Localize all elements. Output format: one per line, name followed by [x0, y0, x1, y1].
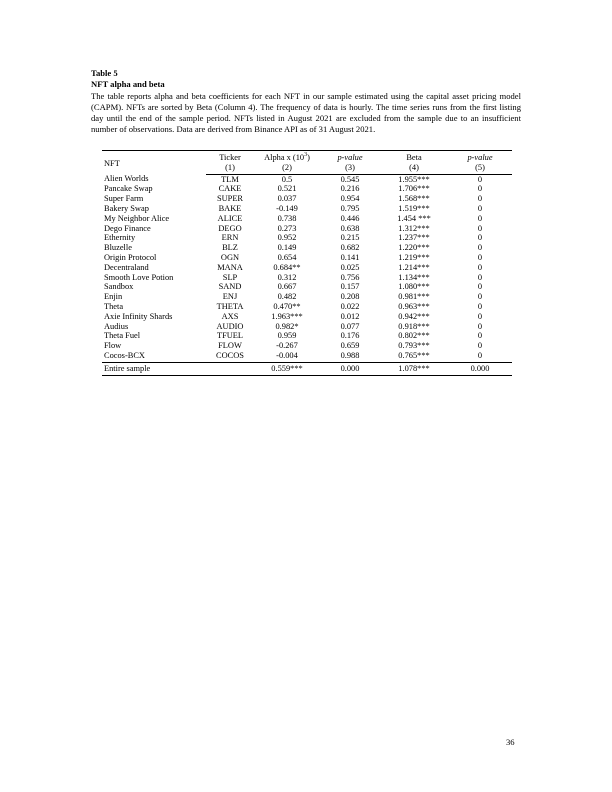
table-row: [102, 263, 512, 273]
cell-p-alpha: 0.176: [340, 331, 360, 341]
cell-p-alpha: 0.208: [340, 292, 360, 302]
cell-p-beta: 0: [477, 341, 483, 351]
nft-alpha-beta-table: [102, 150, 512, 376]
header-pvalue-alpha-text: p-value: [337, 153, 363, 162]
cell-p-beta: 0: [477, 292, 483, 302]
cell-p-alpha: 0.638: [340, 223, 360, 233]
cell-p-beta: 0: [477, 252, 483, 262]
cell-alpha: 0.312: [277, 272, 297, 282]
table-label: Table 5: [91, 68, 118, 78]
header-pvalue-alpha: [320, 151, 380, 163]
cell-nft: Flow: [104, 341, 122, 351]
cell-alpha: 0.952: [277, 233, 297, 243]
cell-nft: Theta Fuel: [104, 331, 141, 341]
cell-ticker: SAND: [218, 282, 242, 292]
cell-ticker: SLP: [222, 272, 238, 282]
cell-alpha: 0.684**: [273, 262, 301, 272]
cell-beta: 0.942***: [398, 311, 430, 321]
cell-alpha: -0.149: [276, 203, 298, 213]
cell-p-beta: 0: [477, 243, 483, 253]
cell-beta: 1.219***: [398, 252, 430, 262]
cell-ticker: CAKE: [218, 184, 242, 194]
table-caption: [91, 68, 521, 136]
cell-alpha: 0.149: [277, 243, 297, 253]
cell-beta: 1.237***: [398, 233, 430, 243]
cell-p-alpha: 0.022: [340, 301, 360, 311]
cell-nft: Smooth Love Potion: [104, 272, 174, 282]
table-row: [102, 174, 512, 184]
cell-alpha: 0.959: [277, 331, 297, 341]
cell-nft: Entire sample: [102, 362, 206, 375]
cell-p-beta: 0: [477, 213, 483, 223]
cell-ticker: ALICE: [217, 213, 243, 223]
cell-ticker: ENJ: [222, 292, 238, 302]
cell-alpha: -0.004: [276, 350, 298, 360]
cell-beta: 1.519***: [398, 203, 430, 213]
cell-p-beta: 0: [477, 301, 483, 311]
cell-beta: 0.793***: [398, 341, 430, 351]
header-alpha: [254, 151, 320, 163]
cell-p-beta: 0: [477, 174, 483, 184]
page-number: 36: [506, 737, 515, 747]
cell-p-beta: 0: [477, 184, 483, 194]
cell-alpha: 0.738: [277, 213, 297, 223]
table-title: NFT alpha and beta: [91, 79, 165, 90]
summary-row: [102, 362, 512, 375]
cell-ticker: COCOS: [216, 350, 244, 360]
cell-p-alpha: 0.446: [340, 213, 360, 223]
cell-p-alpha: 0.215: [340, 233, 360, 243]
cell-ticker: FLOW: [218, 341, 242, 351]
cell-ticker: SUPER: [216, 194, 244, 204]
cell-nft: Axie Infinity Shards: [104, 311, 173, 321]
cell-beta: 1.134***: [398, 272, 430, 282]
cell-p-alpha: 0.216: [340, 184, 360, 194]
cell-p-beta: 0.000: [448, 362, 512, 375]
cell-alpha: 0.5: [281, 174, 293, 184]
header-pvalue-beta: [448, 151, 512, 163]
cell-alpha: 0.521: [277, 184, 297, 194]
cell-ticker: BLZ: [222, 243, 238, 253]
cell-p-beta: 0: [477, 272, 483, 282]
cell-alpha: -0.267: [276, 341, 298, 351]
cell-nft: Alien Worlds: [104, 174, 149, 184]
header-alpha-prefix: Alpha x (10: [264, 153, 305, 162]
header-alpha-exponent: 3: [304, 152, 308, 159]
cell-nft: Decentraland: [104, 262, 149, 272]
cell-p-beta: 0: [477, 350, 483, 360]
cell-alpha: 0.654: [277, 252, 297, 262]
table-body: [102, 174, 512, 362]
cell-beta: 0.963***: [398, 301, 430, 311]
cell-p-alpha: 0.157: [340, 282, 360, 292]
cell-alpha: 1.963***: [271, 311, 303, 321]
cell-nft: Bluzelle: [104, 243, 132, 253]
column-number: (5): [448, 163, 512, 174]
cell-ticker: BAKE: [218, 203, 242, 213]
cell-p-beta: 0: [477, 311, 483, 321]
cell-p-alpha: 0.756: [340, 272, 360, 282]
cell-p-alpha: 0.025: [340, 262, 360, 272]
cell-p-alpha: 0.682: [340, 243, 360, 253]
cell-p-alpha: 0.141: [340, 252, 360, 262]
cell-nft: Pancake Swap: [104, 184, 153, 194]
cell-nft: Enjin: [104, 292, 123, 302]
cell-nft: Super Farm: [104, 194, 144, 204]
cell-ticker: ERN: [221, 233, 239, 243]
table-row: [102, 233, 512, 243]
cell-alpha: 0.559***: [254, 362, 320, 375]
cell-beta: 1.080***: [398, 282, 430, 292]
cell-ticker: MANA: [217, 262, 243, 272]
cell-beta: 0.918***: [398, 321, 430, 331]
cell-p-alpha: 0.988: [340, 350, 360, 360]
cell-nft: My Neighbor Alice: [104, 213, 170, 223]
table-row: [102, 204, 512, 214]
column-number: (4): [380, 163, 448, 174]
table-row: [102, 253, 512, 263]
column-number: (2): [254, 163, 320, 174]
cell-beta: 0.802***: [398, 331, 430, 341]
cell-nft: Bakery Swap: [104, 203, 149, 213]
header-nft: NFT: [102, 151, 206, 175]
table-header: [102, 151, 512, 175]
header-ticker: Ticker: [206, 151, 254, 163]
cell-p-beta: 0: [477, 282, 483, 292]
table-row: [102, 331, 512, 341]
cell-p-alpha: 0.545: [340, 174, 360, 184]
cell-nft: Cocos-BCX: [104, 350, 145, 360]
cell-beta: 0.765***: [398, 350, 430, 360]
cell-beta: 1.078***: [380, 362, 448, 375]
column-number: (1): [206, 163, 254, 174]
table-row: [102, 292, 512, 302]
table-row: [102, 224, 512, 234]
cell-alpha: 0.470**: [273, 301, 301, 311]
table-row: [102, 243, 512, 253]
table-row: [102, 273, 512, 283]
table-footer: [102, 362, 512, 375]
cell-p-beta: 0: [477, 331, 483, 341]
cell-p-beta: 0: [477, 233, 483, 243]
table-row: [102, 312, 512, 322]
cell-nft: Origin Protocol: [104, 252, 157, 262]
cell-nft: Audius: [104, 321, 129, 331]
cell-p-beta: 0: [477, 262, 483, 272]
cell-beta: 1.454 ***: [397, 213, 431, 223]
cell-p-beta: 0: [477, 321, 483, 331]
cell-alpha: 0.982*: [275, 321, 299, 331]
table-row: [102, 302, 512, 312]
cell-ticker: AUDIO: [216, 321, 244, 331]
header-alpha-suffix: ): [307, 153, 310, 162]
cell-p-beta: 0: [477, 223, 483, 233]
cell-ticker: [206, 362, 254, 375]
cell-ticker: OGN: [220, 252, 240, 262]
table-description: The table reports alpha and beta coefficients for each NFT in our sample estimated using the capital asset pricing model (CAPM). NFTs are sorted by Beta (Column 4). The frequency of data is hourly. The time series runs from the first listing day until the end of the sample period. NFTs listed in August 2021 are excluded from the sample due to an insufficient number of observations. Data are derived from Binance API as of 31 August 2021.: [91, 90, 521, 135]
cell-beta: 1.220***: [398, 243, 430, 253]
cell-beta: 1.955***: [398, 174, 430, 184]
cell-ticker: THETA: [216, 301, 244, 311]
cell-ticker: DEGO: [218, 223, 242, 233]
cell-ticker: TLM: [221, 174, 239, 184]
table-row: [102, 214, 512, 224]
cell-p-alpha: 0.795: [340, 203, 360, 213]
cell-p-alpha: 0.000: [320, 362, 380, 375]
cell-p-alpha: 0.659: [340, 341, 360, 351]
table-row: [102, 194, 512, 204]
cell-beta: 0.981***: [398, 292, 430, 302]
table-row: [102, 322, 512, 332]
cell-nft: Sandbox: [104, 282, 134, 292]
header-beta: Beta: [380, 151, 448, 163]
cell-p-beta: 0: [477, 194, 483, 204]
column-number: (3): [320, 163, 380, 174]
cell-beta: 1.214***: [398, 262, 430, 272]
table-row: [102, 351, 512, 362]
cell-nft: Dego Finance: [104, 223, 151, 233]
cell-alpha: 0.667: [277, 282, 297, 292]
cell-alpha: 0.273: [277, 223, 297, 233]
cell-p-alpha: 0.954: [340, 194, 360, 204]
cell-nft: Ethernity: [104, 233, 136, 243]
cell-p-beta: 0: [477, 203, 483, 213]
table-row: [102, 282, 512, 292]
cell-p-alpha: 0.077: [340, 321, 360, 331]
header-pvalue-beta-text: p-value: [467, 153, 493, 162]
cell-ticker: AXS: [221, 311, 239, 321]
cell-ticker: TFUEL: [216, 331, 244, 341]
table-row: [102, 184, 512, 194]
cell-nft: Theta: [104, 301, 124, 311]
cell-p-alpha: 0.012: [340, 311, 360, 321]
cell-alpha: 0.482: [277, 292, 297, 302]
cell-beta: 1.568***: [398, 194, 430, 204]
cell-alpha: 0.037: [277, 194, 297, 204]
cell-beta: 1.312***: [398, 223, 430, 233]
table-row: [102, 341, 512, 351]
cell-beta: 1.706***: [398, 184, 430, 194]
